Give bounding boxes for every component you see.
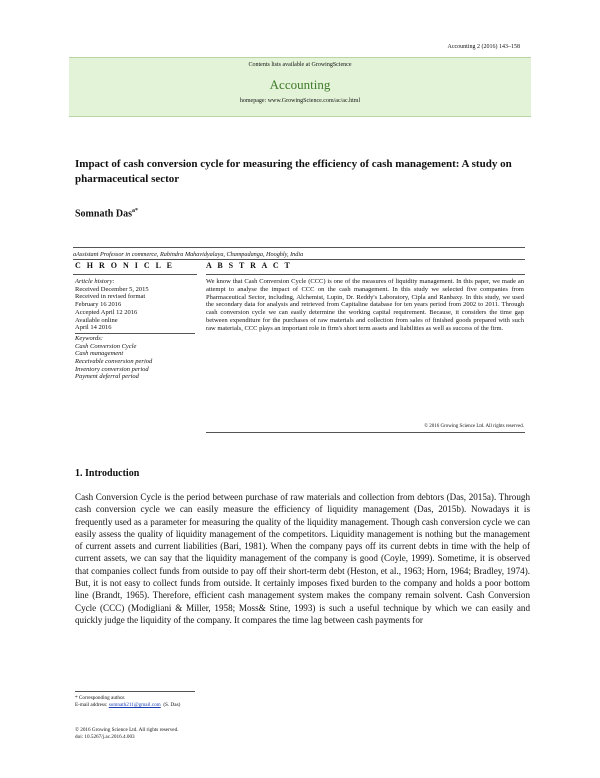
keyword-item: Cash Conversion Cycle [75,342,137,350]
history-item: Received December 5, 2015 [75,285,149,293]
keyword-item: Cash management [75,350,124,358]
keywords-label: Keywords: [75,334,103,342]
affiliation: aAssistant Professor in commerce, Rabindra Mahavidyalaya, Champadanga, Hooghly, India [73,251,304,258]
journal-banner [69,57,531,117]
journal-name: Accounting [269,77,331,92]
journal-reference: Accounting 2 (2016) 143–158 [447,44,520,50]
chronicle-heading: C H R O N I C L E [75,261,174,270]
journal-homepage[interactable]: homepage: www.GrowingScience.com/ac/ac.html [239,98,361,104]
author-name: Somnath Das$^{a*}$ [75,208,138,220]
keyword-item: Payment deferral period [75,373,139,381]
abstract-copyright: © 2016 Growing Science Ltd. All rights reserved. [424,424,524,429]
history-item: Received in revised format [75,293,146,301]
paper-title: Impact of cash conversion cycle for measuring the efficiency of cash management: A study on pharmaceutical sector [75,158,512,185]
footnote [75,695,180,709]
contents-line: Contents lists available at GrowingScience [248,62,352,68]
abstract-heading: A B S T R A C T [206,261,292,270]
abstract-text: We know that Cash Conversion Cycle (CCC) is one of the measures of liquidity management. In this paper, we made an attempt to analyse the impact of CCC on the cash management. In this study we selected five companies from Pharmaceutical Sector, including, Alchemist, Lupin, Dr. Reddy's Laboratory, Cipla and Ranbaxy. In this study, we used the secondary data for analysis and retrieved from Capitaline database for ten years period from 2002 to 2011. Through cash conversion cycle we can easily determine the working capital requirement. Because, it considers the time gap between expenditure for the purchases of raw materials and collection from sales of finished goods prepared with such raw materials, CCC plays an important role in firm's short term assets and liabilities as well as success of the firm. [206,278,524,332]
article-info [75,278,195,381]
history-item: April 14 2016 [75,324,112,332]
divider [73,259,525,260]
introduction-text: Cash Conversion Cycle is the period between purchase of raw materials and collection from debtors (Das, 2015a). Through cash conversion cycle we can easily measure the efficiency of liquidity management (Das, 2015b). Nowadays it is frequently used as a parameter for measuring the quality of the liquidity management. Though cash conversion cycle we can easily assess the quality of liquidity management of the competitors. Liquidity management is nothing but the management of current assets and current liabilities (Bari, 1981). When the company pays off its current debts in time with the help of current assets, we can say that the liquidity management of the company is good (Coyle, 1999). Sometime, it is observed that companies collect funds from outside to pay off their short-term debt (Heston, et al., 1963; Horn, 1964; Bradley, 1974). But, it is not easy to collect funds from outside. It certainly imposes fixed burden to the company and holds a poor bottom line (Brandt, 1965). Therefore, efficient cash management system makes the company remain solvent. Cash Conversion Cycle (CCC) (Modigliani & Miller, 1958; Moss& Stine, 1993) is such a useful technique by which we can easily and quickly judge the liquidity of the company. It compares the time lag between cash payments for [75,492,530,625]
corresponding-author: * Corresponding author. [75,695,126,701]
history-item: Accepted April 12 2016 [75,308,138,316]
email-line: E-mail address: somnath211@gmail.com (S. Das) [75,702,181,708]
page-footer [75,727,179,741]
email-link[interactable]: somnath211@gmail.com [108,702,161,708]
introduction-heading: 1. Introduction [75,468,140,479]
footer-copyright: © 2016 Growing Science Ltd. All rights reserved. [75,727,179,733]
keyword-item: Inventory conversion period [75,365,149,373]
history-item: Available online [75,316,118,324]
history-item: February 16 2016 [75,301,122,309]
history-label: Article history: [75,278,115,285]
divider [73,274,197,275]
divider [75,333,195,334]
divider [75,691,195,692]
divider [206,432,525,433]
divider [73,247,525,248]
keyword-item: Receivable conversion period [75,358,153,366]
footer-doi: doi: 10.5267/j.ac.2016.4.003 [75,734,135,740]
author-mark: a* [131,208,138,214]
divider [206,274,525,275]
